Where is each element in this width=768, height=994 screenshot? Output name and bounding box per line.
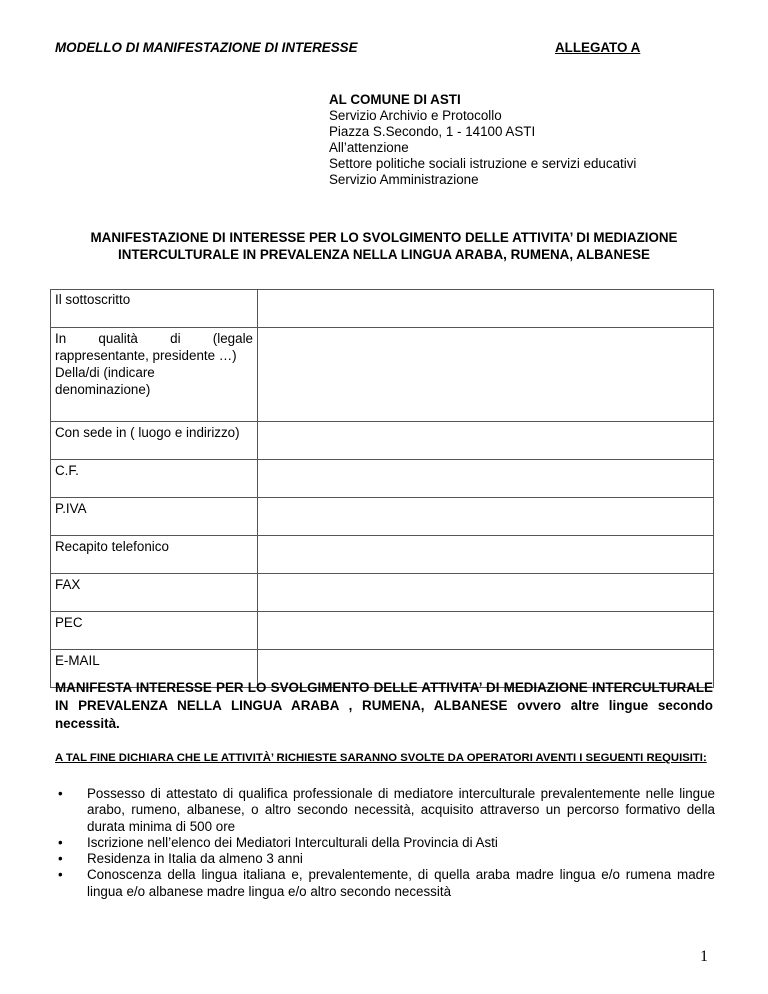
interest-statement: MANIFESTA INTERESSE PER LO SVOLGIMENTO DELLE ATTIVITA’ DI MEDIAZIONE INTERCULTURALE IN PREVALENZA NELLA LINGUA ARABA , RUMENA, ALBANESE ovvero altre lingue secondo necessità. [55,680,713,731]
field-label: PEC [51,612,258,650]
form-row [51,498,714,536]
field-value-cell[interactable] [258,536,714,574]
list-item [55,786,715,835]
field-value-cell[interactable] [258,422,714,460]
list-item-text: Iscrizione nell’elenco dei Mediatori Interculturali della Provincia di Asti [87,834,498,850]
field-label-line: In qualità di (legale [55,331,253,346]
attachment-label: ALLEGATO A [555,40,641,55]
form-row [51,328,714,422]
field-label [51,328,258,422]
field-label: FAX [51,574,258,612]
title-line: MANIFESTAZIONE DI INTERESSE PER LO SVOLGIMENTO DELLE ATTIVITA’ DI MEDIAZIONE [90,230,678,245]
field-value-cell[interactable] [258,328,714,422]
bullet-icon: • [58,786,63,801]
applicant-form [50,289,714,688]
list-item-text: Residenza in Italia da almeno 3 anni [87,851,303,867]
page-number: 1 [700,948,708,965]
requirements-heading [55,750,713,766]
form-row [51,460,714,498]
field-value-cell[interactable] [258,574,714,612]
list-item-text: Conoscenza della lingua italiana e, prevalentemente, di quella araba madre lingua e/o rumena madre lingua e/o albanese madre lingua e/o altro secondo necessità [87,867,715,899]
recipient-line: All’attenzione [329,140,409,155]
field-label: Con sede in ( luogo e indirizzo) [51,422,258,460]
recipient-line: Settore politiche sociali istruzione e servizi educativi [329,156,637,171]
form-row [51,290,714,328]
field-label: P.IVA [51,498,258,536]
recipient-line: Servizio Amministrazione [329,172,479,187]
field-label-line: rappresentante, presidente …) [55,348,237,363]
field-label: Recapito telefonico [51,536,258,574]
form-row [51,612,714,650]
list-item [55,835,715,851]
requirements-heading-colon: : [702,752,707,764]
title-line: INTERCULTURALE IN PREVALENZA NELLA LINGUA ARABA, RUMENA, ALBANESE [118,247,650,262]
document-heading: MODELLO DI MANIFESTAZIONE DI INTERESSE [55,40,358,55]
bullet-icon: • [58,851,63,867]
form-row [51,574,714,612]
list-item-text: Possesso di attestato di qualifica professionale di mediatore interculturale prevalentemente nelle lingue arabo, rumeno, albanese, o altro secondo necessità, acquisito attraverso un percorso formativo della durata minima di 500 ore [87,786,715,834]
requirements-heading-text: A TAL FINE DICHIARA CHE LE ATTIVITÀ’ RICHIESTE SARANNO SVOLTE DA OPERATORI AVENTI I SEGUENTI REQUISITI [55,752,703,764]
form-row [51,536,714,574]
field-label: Il sottoscritto [51,290,258,328]
requirements-list [55,786,715,900]
field-label-line: Della/di (indicare denominazione) [55,365,155,397]
field-value-cell[interactable] [258,460,714,498]
field-value-cell[interactable] [258,612,714,650]
recipient-name: AL COMUNE DI ASTI [329,92,461,107]
document-title [55,229,713,263]
list-item [55,867,715,900]
recipient-line: Piazza S.Secondo, 1 - 14100 ASTI [329,124,536,139]
list-item [55,851,715,867]
field-value-cell[interactable] [258,498,714,536]
field-value-cell[interactable] [258,290,714,328]
field-label: C.F. [51,460,258,498]
recipient-line: Servizio Archivio e Protocollo [329,108,502,123]
bullet-icon: • [58,867,63,883]
bullet-icon: • [58,834,63,850]
recipient-address [329,92,636,188]
field-label: E-MAIL [51,650,258,688]
form-row [51,422,714,460]
